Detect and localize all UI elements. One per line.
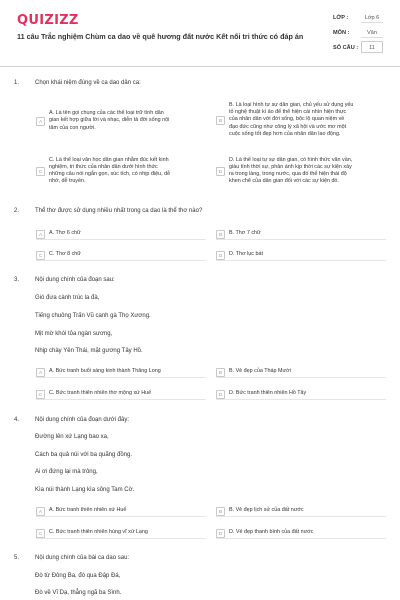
header-divider bbox=[0, 66, 400, 67]
option-c[interactable] bbox=[36, 153, 211, 189]
option-text: C. Thơ 8 chữ bbox=[49, 251, 81, 258]
question-number: 2. bbox=[14, 208, 20, 214]
meta-grade-value: Lớp 6 bbox=[361, 12, 383, 23]
option-letter-badge: C bbox=[36, 251, 45, 260]
option-letter-badge: B bbox=[216, 368, 225, 377]
option-text: B. Thơ 7 chữ bbox=[229, 230, 261, 237]
poem-line: Đò từ Đông Ba, đò qua Đập Đá, bbox=[35, 573, 121, 579]
option-text: A. Là tên gọi chung của các thể loại trữ tình dân gian kết hợp giữa lời và nhạc, diễn tả đời sống nội tâm của con người. bbox=[49, 110, 170, 131]
question-text: Chọn khái niệm đúng về ca dao dân ca: bbox=[35, 80, 141, 86]
option-text: A. Thơ 6 chữ bbox=[49, 230, 81, 237]
question-text: Nội dung chính của đoạn sau: bbox=[35, 277, 115, 283]
option-d[interactable] bbox=[216, 250, 386, 261]
poem-line: Mịt mờ khói tỏa ngàn sương, bbox=[35, 331, 113, 337]
option-letter-badge: B bbox=[216, 507, 225, 516]
option-a[interactable] bbox=[36, 104, 211, 138]
poem-line: Ai ơi đứng lại mà trông, bbox=[35, 469, 98, 475]
question-text: Nội dung chính của đoạn dưới đây: bbox=[35, 417, 130, 423]
question-number: 4. bbox=[14, 417, 20, 423]
option-letter-badge: C bbox=[36, 167, 45, 176]
option-b[interactable] bbox=[216, 98, 396, 142]
option-c[interactable] bbox=[36, 250, 206, 261]
option-letter-badge: C bbox=[36, 390, 45, 399]
option-letter-badge: B bbox=[216, 116, 225, 125]
option-text: B. Vẻ đẹp lịch sử của đất nước bbox=[229, 507, 304, 514]
option-text: A. Bức tranh buổi sáng kinh thành Thăng Long bbox=[49, 368, 161, 375]
meta-subject-label: MÔN : bbox=[333, 30, 350, 36]
meta-count-value: 11 bbox=[361, 41, 383, 53]
meta-count-label: SỐ CÂU : bbox=[333, 45, 359, 51]
option-text: A. Bức tranh thiên nhiên xứ Huế bbox=[49, 507, 127, 514]
option-b[interactable] bbox=[216, 367, 386, 378]
option-text: D. Là thể loại tự sự dân gian, có hình thức văn vần, giàu tính thời sự, phản ánh kịp thời các sự kiện xảy ra trong làng, trong nước, qua đó thể hiện thái độ khen chê của dân gian đối với các sự kiện đó. bbox=[229, 156, 353, 185]
option-b[interactable] bbox=[216, 229, 386, 240]
poem-line: Đường lên xứ Lạng bao xa, bbox=[35, 434, 109, 440]
option-letter-badge: A bbox=[36, 117, 45, 126]
option-letter-badge: D bbox=[216, 390, 225, 399]
document-header bbox=[0, 0, 400, 66]
poem-line: Gió đưa cành trúc la đà, bbox=[35, 295, 100, 301]
option-text: B. Là loại hình tự sự dân gian, chủ yếu sử dụng yếu tố nghệ thuật kì ảo để thể hiện cái nhìn hiện thực của nhân dân với đời sống, bộc lộ quan niệm về đạo đức cũng như công lý xã hội và ước mơ một cuộc sống tốt đẹp hơn của nhân dân lao động. bbox=[229, 101, 354, 137]
option-d[interactable] bbox=[216, 389, 386, 400]
poem-line: Nhịp chày Yên Thái, mặt gương Tây Hồ. bbox=[35, 348, 143, 354]
option-text: C. Bức tranh thiên nhiên thơ mộng xứ Huế bbox=[49, 390, 152, 397]
question-number: 3. bbox=[14, 277, 20, 283]
option-letter-badge: C bbox=[36, 529, 45, 538]
option-d[interactable] bbox=[216, 153, 396, 189]
option-letter-badge: D bbox=[216, 529, 225, 538]
question-text: Nội dung chính của bài ca dao sau: bbox=[35, 555, 130, 561]
option-a[interactable] bbox=[36, 367, 206, 378]
option-letter-badge: D bbox=[216, 251, 225, 260]
option-d[interactable] bbox=[216, 528, 386, 539]
question-text: Thể thơ được sử dụng nhiều nhất trong ca dao là thể thơ nào? bbox=[35, 208, 203, 214]
option-text: B. Vẻ đẹp của Tháp Mười bbox=[229, 368, 291, 375]
option-text: C. Bức tranh thiên nhiên hùng vĩ xứ Lạng bbox=[49, 529, 148, 536]
option-a[interactable] bbox=[36, 506, 206, 517]
option-letter-badge: B bbox=[216, 230, 225, 239]
option-c[interactable] bbox=[36, 528, 206, 539]
option-text: D. Vẻ đẹp thanh bình của đất nước bbox=[229, 529, 314, 536]
option-letter-badge: A bbox=[36, 368, 45, 377]
meta-subject-value: Văn bbox=[361, 27, 383, 38]
quizizz-logo: QUIZIZZ bbox=[17, 13, 79, 28]
poem-line: Cách ba quả núi với ba quãng đồng. bbox=[35, 452, 133, 458]
option-letter-badge: A bbox=[36, 507, 45, 516]
poem-line: Tiếng chuông Trấn Vũ canh gà Thọ Xương. bbox=[35, 313, 151, 319]
page-title: 11 câu Trắc nghiệm Chùm ca dao về quê hương đất nước Kết nối tri thức có đáp án bbox=[17, 32, 304, 41]
option-text: D. Thơ lục bát bbox=[229, 251, 263, 258]
poem-line: Đò về Vĩ Dạ, thẳng ngã ba Sình. bbox=[35, 590, 122, 596]
poem-line: Kìa núi thành Lạng kìa sông Tam Cờ. bbox=[35, 487, 135, 493]
question-number: 5. bbox=[14, 555, 20, 561]
option-text: D. Bức tranh thiên nhiên Hồ Tây bbox=[229, 390, 307, 397]
option-text: C. Là thể loại văn học dân gian nhằm đúc kết kinh nghiệm, tri thức của nhân dân dưới hình thức những câu nói ngắn gọn, súc tích, có nhịp điệu, dễ nhớ, dễ truyền. bbox=[49, 156, 171, 185]
question-number: 1. bbox=[14, 80, 20, 86]
option-c[interactable] bbox=[36, 389, 206, 400]
option-letter-badge: A bbox=[36, 230, 45, 239]
option-a[interactable] bbox=[36, 229, 206, 240]
meta-grade-label: LỚP : bbox=[333, 15, 349, 21]
option-b[interactable] bbox=[216, 506, 386, 517]
option-letter-badge: D bbox=[216, 167, 225, 176]
